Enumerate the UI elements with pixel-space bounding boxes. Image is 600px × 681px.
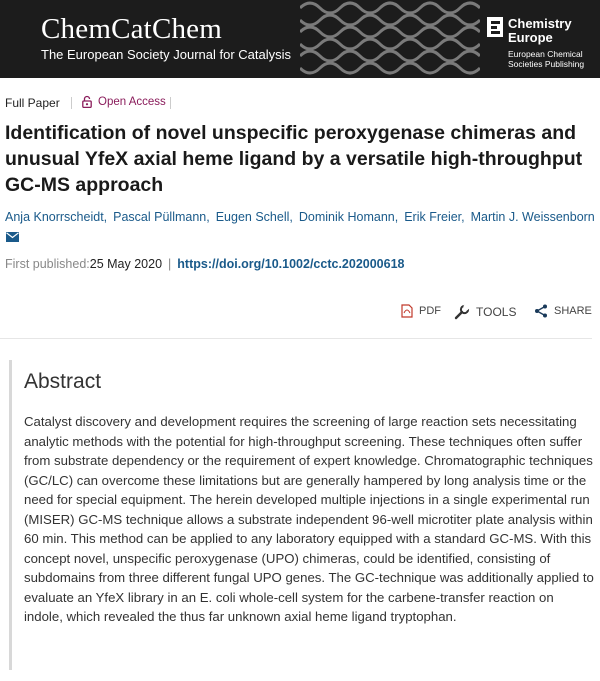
abstract-heading: Abstract — [24, 370, 102, 393]
share-icon — [534, 304, 548, 318]
author-link[interactable]: Erik Freier, — [404, 210, 465, 224]
divider — [170, 97, 171, 109]
pdf-icon — [401, 304, 413, 318]
publication-info — [5, 257, 405, 271]
abstract-left-border — [9, 360, 12, 670]
author-link[interactable]: Pascal Püllmann, — [113, 210, 210, 224]
journal-name[interactable]: ChemCatChem — [41, 13, 223, 45]
banner-pattern-graphic — [300, 0, 480, 78]
share-label: SHARE — [554, 305, 592, 317]
pdf-button[interactable] — [401, 304, 441, 318]
first-published-label: First published: — [5, 257, 90, 271]
chemistry-europe-mark-icon — [486, 16, 504, 38]
tools-label: TOOLS — [476, 305, 517, 319]
publisher-subtitle: European Chemical Societies Publishing — [508, 49, 585, 69]
author-link[interactable]: Dominik Homann, — [298, 210, 399, 224]
open-access-label: Open Access — [98, 96, 166, 108]
article-type: Full Paper — [5, 96, 60, 110]
tools-button[interactable] — [454, 304, 516, 320]
abstract-text: Catalyst discovery and development requires the screening of large reaction sets necessitating analytic methods with the potential for high-throughput screening. These techniques often suffer from substrate dependency or the requirement of expert knowledge. Chromatographic techniques (GC/LC) can overcome these limitations but are generally hampered by long analysis time or the need for special equipment. The herein developed multiple injections in a single experimental run (MISER) GC-MS technique allows a substrate independent 96-well microtiter plate analysis within 60 min. This method can be applied to any laboratory equipped with a standard GC-MS. With this concept novel, unspecific peroxygenase (UPO) chimeras, could be identified, consisting of subdomains from three different fungal UPO genes. The GC-technique was additionally applied to evaluate an YfeX library in an E. coli whole-cell system for the carbene-transfer reaction on indole, which revealed the thus far unknown axial heme ligand tryptophan. — [24, 414, 594, 624]
separator: | — [168, 257, 172, 271]
journal-subtitle: The European Society Journal for Catalysis — [41, 47, 292, 62]
abstract-section — [9, 360, 595, 672]
open-access-lock-icon — [82, 95, 92, 108]
share-button[interactable] — [534, 304, 592, 318]
first-published-date: 25 May 2020 — [89, 257, 163, 271]
author-link[interactable]: Martin J. Weissenborn — [470, 210, 595, 224]
doi-link[interactable]: https://doi.org/10.1002/cctc.202000618 — [177, 257, 405, 271]
divider-line — [0, 338, 592, 339]
divider — [71, 97, 72, 109]
article-title: Identification of novel unspecific peroxygenase chimeras and unusual YfeX axial heme ligand by a versatile high-throughput GC-MS approach — [5, 122, 583, 196]
journal-banner[interactable] — [0, 0, 600, 78]
pdf-label: PDF — [419, 305, 441, 317]
chemistry-europe-logo[interactable] — [486, 14, 596, 72]
publisher-name: Chemistry Europe — [508, 16, 572, 45]
author-link[interactable]: Eugen Schell, — [215, 210, 293, 224]
wrench-icon — [454, 304, 470, 320]
corresponding-author-mail-icon[interactable] — [6, 232, 19, 242]
author-list — [5, 210, 595, 224]
author-link[interactable]: Anja Knorrscheidt, — [5, 210, 108, 224]
article-toolbar — [0, 304, 600, 322]
